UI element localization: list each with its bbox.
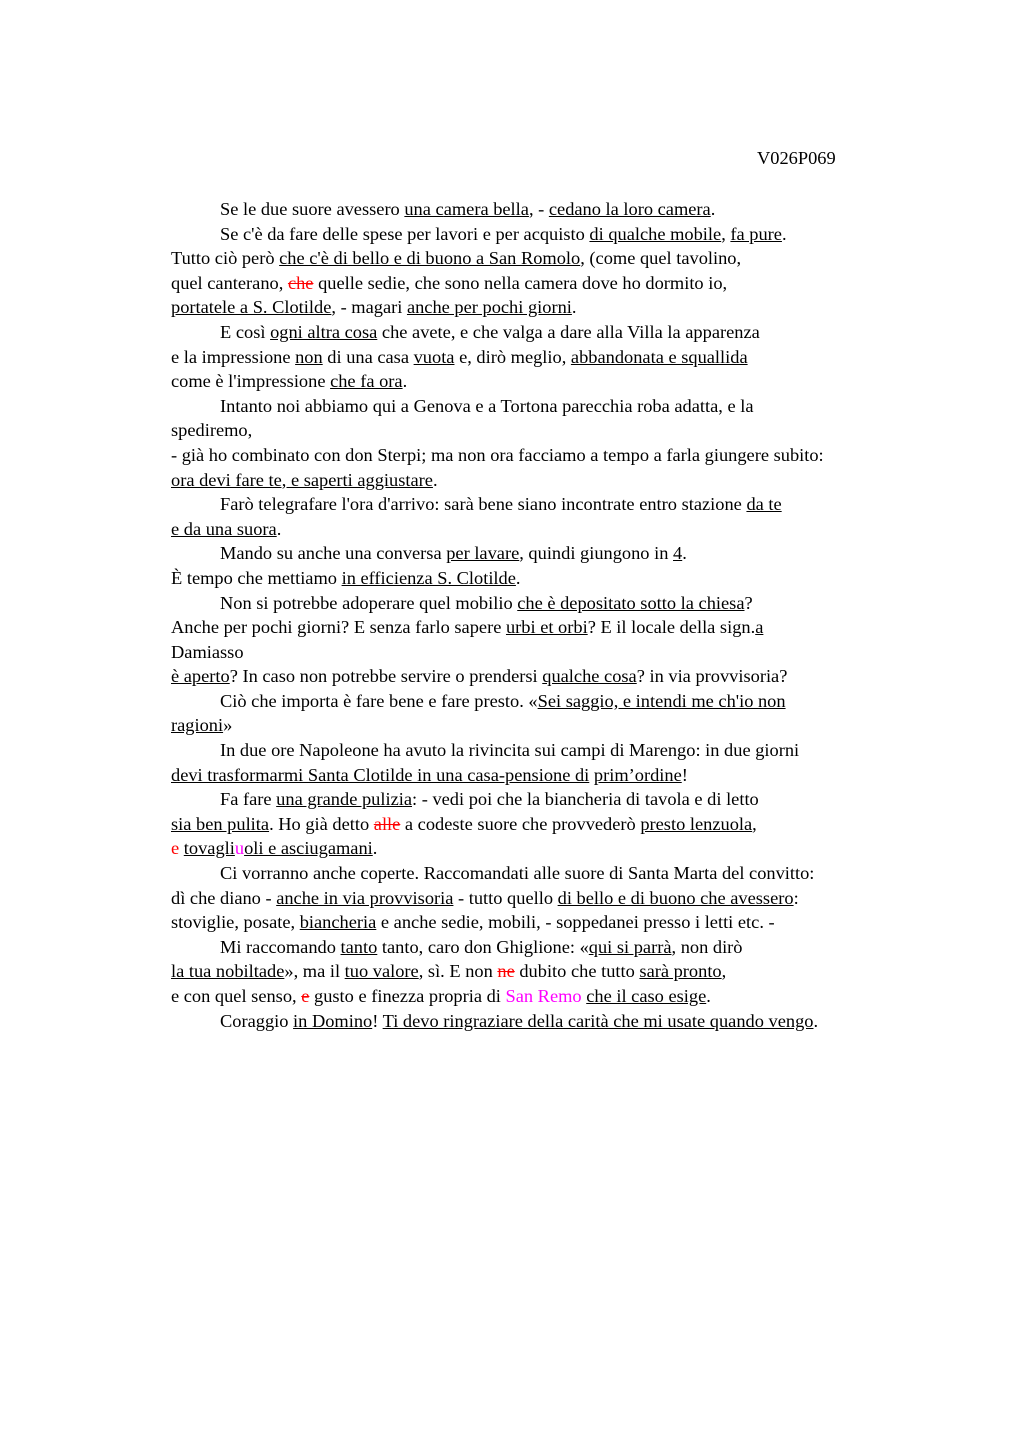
underlined-text: la tua nobiltade: [171, 961, 285, 982]
text-line: [171, 935, 916, 960]
underlined-text: a: [755, 617, 764, 638]
text-line: [171, 763, 916, 788]
text-run: - tutto quello: [453, 887, 558, 908]
text-run: In due ore Napoleone ha avuto la rivincita sui campi di Marengo: in due giorni: [220, 740, 800, 761]
text-line: [171, 222, 916, 247]
text-line: [171, 246, 916, 271]
deleted-text: che: [287, 272, 314, 293]
text-line: [171, 713, 916, 738]
text-run: .: [402, 371, 408, 392]
text-run: e con quel senso,: [171, 986, 302, 1006]
underlined-text: Ti devo ringraziare della carità che mi usate quando vengo: [382, 1010, 814, 1031]
underlined-text: in efficienza S. Clotilde: [341, 567, 516, 588]
text-line: [171, 959, 916, 984]
text-run: quelle sedie, che sono nella camera dove ho dormito io,: [313, 272, 728, 293]
underlined-text: di qualche mobile: [589, 223, 722, 244]
text-line: [171, 566, 916, 591]
text-run: .: [372, 838, 378, 859]
text-run: tanto, caro don Ghiglione: «: [377, 936, 589, 957]
underlined-text: prim’ordine: [593, 764, 682, 785]
underlined-text: 4: [673, 543, 683, 564]
underlined-text: anche in via provvisoria: [276, 887, 454, 908]
text-run: Damiasso: [171, 641, 244, 662]
letter-body: [171, 197, 916, 1033]
text-run: Ciò che importa è fare bene e fare presto. «: [220, 690, 538, 711]
text-line: [171, 394, 916, 419]
text-run: ,: [752, 813, 757, 834]
underlined-text: qui si parrà: [588, 936, 672, 957]
text-run: , non dirò: [671, 936, 743, 957]
underlined-text: vuota: [413, 346, 455, 367]
underlined-text: tovagli: [183, 838, 235, 859]
underlined-text: una c: [404, 199, 444, 219]
text-line: [171, 345, 916, 370]
text-run: », ma il: [284, 961, 345, 982]
text-line: [171, 1009, 916, 1034]
text-line: [171, 295, 916, 320]
text-run: gusto e finezza propria di: [309, 986, 506, 1006]
text-line: [171, 591, 916, 616]
text-line: [171, 640, 916, 665]
text-run: Fa fare: [220, 789, 277, 810]
text-run: Ci vorranno anche coperte. Raccomandati alle suore di Santa Marta del convitto:: [220, 863, 815, 884]
text-run: , (come quel tavolino,: [580, 248, 742, 269]
text-run: ?: [744, 592, 753, 613]
text-line: [171, 615, 916, 640]
underlined-text: qualche cosa: [542, 666, 637, 687]
text-run: :: [793, 887, 799, 908]
underlined-text: che fa ora: [330, 371, 403, 392]
underlined-text: biancheria: [299, 912, 377, 933]
text-run: Se le due suore avessero: [220, 199, 405, 219]
underlined-text: portatele a S. Clotilde: [171, 297, 332, 318]
text-run: Intanto noi abbiamo qui a Genova e a Tortona parecchia roba adatta, e la: [220, 395, 754, 416]
underlined-text: ora devi fare te, e saperti aggiustare: [171, 469, 433, 490]
text-run: - già ho combinato con don Sterpi; ma non ora facciamo a tempo a farla giungere subito:: [171, 444, 824, 465]
text-run: .: [276, 518, 282, 539]
text-line: [171, 812, 916, 837]
deleted-text: e: [171, 838, 180, 859]
text-run: !: [681, 764, 688, 785]
text-run: .: [682, 543, 687, 564]
underlined-text: fa pure: [730, 223, 782, 244]
text-line: [171, 418, 916, 443]
text-run: di una casa: [322, 346, 414, 367]
text-run: Mando su anche una conversa: [220, 543, 447, 564]
text-run: Se c'è da fare delle spese per lavori e per acquisto: [220, 223, 590, 244]
text-run: , sì. E non: [418, 961, 498, 982]
text-run: .: [706, 986, 711, 1006]
underlined-text: anche per pochi giorni: [406, 297, 572, 318]
text-line: [171, 787, 916, 812]
underlined-text: tanto: [340, 936, 378, 957]
text-run: e la impressione: [171, 346, 296, 367]
underlined-text: cedano la loro camera: [548, 199, 711, 219]
text-line: [171, 320, 916, 345]
text-line: [171, 443, 916, 468]
text-run: dì che diano -: [171, 887, 277, 908]
text-run: . Ho già detto: [269, 813, 374, 834]
underlined-text: presto lenzuola: [640, 813, 753, 834]
text-line: [171, 541, 916, 566]
underlined-text: e da una suora: [171, 518, 277, 539]
text-line: [171, 861, 916, 886]
text-run: ? In caso non potrebbe servire o prendersi: [229, 666, 543, 687]
text-run: ,: [721, 961, 727, 982]
text-line: [171, 689, 916, 714]
text-line: [171, 738, 916, 763]
underlined-text: Sei saggio, e intendi me ch'io non: [537, 690, 786, 711]
text-run: a codeste suore che provvederò: [400, 813, 641, 834]
underlined-text: devi trasformarmi Santa Clotilde in una casa-pensione di: [171, 764, 590, 785]
text-run: : - vedi poi che la biancheria di tavola e di letto: [412, 789, 759, 810]
text-run: ? in via provvisoria?: [636, 666, 788, 687]
text-run: ? E il locale della sign.: [587, 617, 756, 638]
underlined-text: che il caso esige: [586, 986, 707, 1006]
text-line: [171, 517, 916, 542]
text-run: E così: [220, 321, 271, 342]
text-line: [171, 369, 916, 394]
text-run: .: [432, 469, 438, 490]
underlined-text: per lavare: [446, 543, 520, 564]
text-line: [171, 984, 916, 1009]
text-run: .: [813, 1010, 819, 1031]
underlined-text: abbandonata e squallida: [570, 346, 748, 367]
page-id: V026P069: [757, 148, 836, 168]
deleted-text: ne: [497, 961, 515, 982]
text-run: .: [571, 297, 577, 318]
text-run: e anche sedie, mobili, - soppedanei presso i letti etc. -: [376, 912, 775, 933]
deleted-text: e: [301, 986, 310, 1006]
underlined-text: da te: [746, 494, 782, 515]
inserted-text: u: [234, 838, 245, 859]
underlined-text: non: [295, 346, 323, 367]
text-run: .: [710, 199, 716, 219]
text-run: Non si potrebbe adoperare quel mobilio: [220, 592, 518, 613]
underlined-text: è aperto: [171, 666, 230, 687]
text-line: [171, 271, 916, 296]
underlined-text: ogni altra cosa: [270, 321, 378, 342]
text-run: che avete, e che valga a dare alla Villa la apparenza: [377, 321, 760, 342]
text-line: [171, 836, 916, 861]
text-run: .: [515, 567, 521, 588]
underlined-text: una grande pulizia: [276, 789, 413, 810]
text-run: spediremo,: [171, 420, 253, 441]
underlined-text: urbi et orbi: [505, 617, 588, 638]
text-line: [171, 910, 916, 935]
text-run: »: [223, 715, 233, 736]
underlined-text: sarà pronto: [639, 961, 722, 982]
text-run: Tutto ciò però: [171, 248, 280, 269]
deleted-text: alle: [373, 813, 401, 834]
underlined-text: ragioni: [171, 715, 224, 736]
text-run: come è l'impressione: [171, 371, 331, 392]
text-run: , - magari: [331, 297, 407, 318]
text-run: ,: [721, 223, 731, 244]
text-line: [171, 492, 916, 517]
text-run: Mi raccomando: [220, 936, 341, 957]
text-run: È tempo che mettiamo: [171, 567, 342, 588]
text-run: dubito che tutto: [514, 961, 640, 982]
text-line: [171, 664, 916, 689]
text-run: !: [372, 1010, 383, 1031]
text-line: [171, 197, 916, 222]
underlined-text: amera bella: [443, 199, 529, 219]
underlined-text: oli e asciugamani: [244, 838, 373, 859]
text-run: Anche per pochi giorni? E senza farlo sapere: [171, 617, 506, 638]
inserted-text: San Remo: [505, 986, 582, 1006]
text-run: e, dirò meglio,: [454, 346, 571, 367]
text-run: , -: [528, 199, 549, 219]
underlined-text: tuo valore: [344, 961, 419, 982]
text-run: .: [781, 223, 787, 244]
underlined-text: di bello e di buono che avessero: [557, 887, 794, 908]
underlined-text: in Domino: [293, 1010, 373, 1031]
text-line: [171, 468, 916, 493]
text-line: [171, 886, 916, 911]
underlined-text: che c'è di bello e di buono a San Romolo: [279, 248, 581, 269]
underlined-text: che è depositato sotto la chiesa: [517, 592, 745, 613]
underlined-text: sia ben pulita: [171, 813, 270, 834]
text-run: , quindi giungono in: [519, 543, 674, 564]
text-run: quel canterano,: [171, 272, 288, 293]
text-run: Coraggio: [220, 1010, 294, 1031]
text-run: stoviglie, posate,: [171, 912, 300, 933]
text-run: Farò telegrafare l'ora d'arrivo: sarà bene siano incontrate entro stazione: [220, 494, 747, 515]
